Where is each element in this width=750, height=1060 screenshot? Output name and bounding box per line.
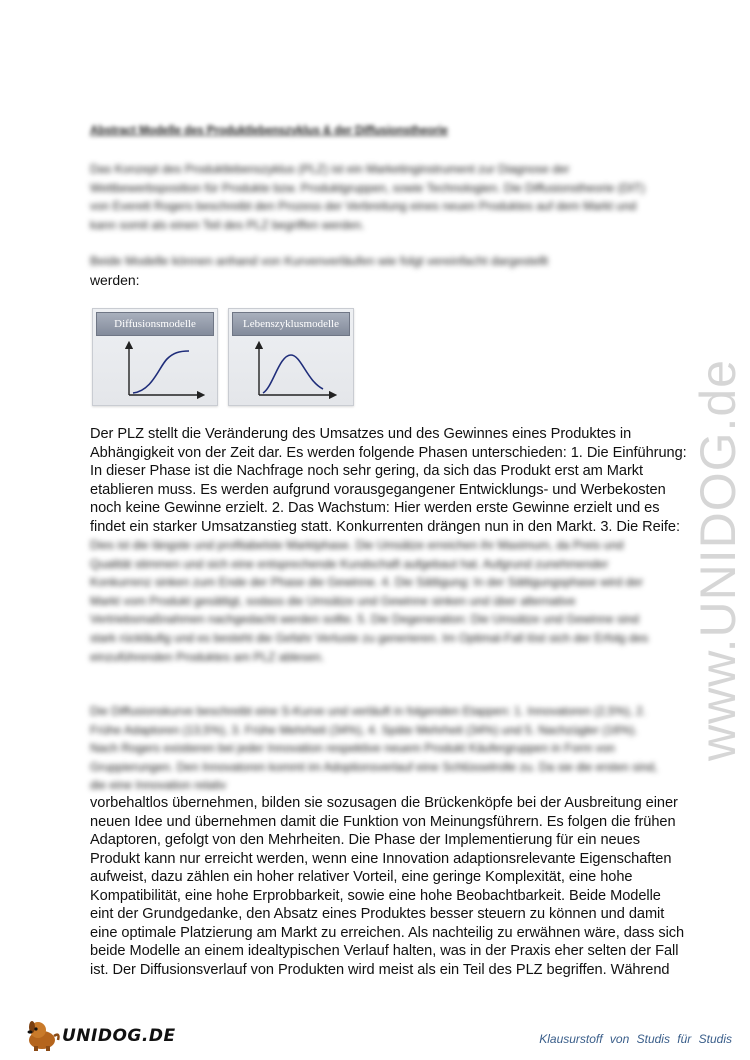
- diffusion-line: ist. Der Diffusionsverlauf von Produkten wird meist als ein Teil des PLZ begriffen. Während: [90, 961, 670, 978]
- bell-curve-graph: [233, 337, 349, 401]
- diffusion-line: Produkt kann nur erreicht werden, wenn eine Innovation adaptionsrelevante Eigenschaften: [90, 850, 672, 867]
- plz-paragraph: [90, 425, 687, 536]
- lifecycle-model-diagram: [228, 308, 354, 406]
- plz-line: Abhängigkeit von der Zeit dar. Es werden folgende Phasen unterschieden: 1. Die Einführung:: [90, 444, 687, 461]
- plz-line: Der PLZ stellt die Veränderung des Umsatzes und des Gewinnes eines Produktes in: [90, 426, 632, 442]
- plz-line: etablieren muss. Es werden aufgrund vorausgegangener Entwicklungs- und Werbekosten: [90, 481, 666, 498]
- lifecycle-bell-curve: [263, 355, 323, 393]
- models-intro-blurred: Beide Modelle können anhand von Kurvenverläufen wie folgt vereinfacht dargestellt: [90, 254, 549, 268]
- diffusion-line: aufweist, dazu zählen ein hoher relativer Vorteil, eine geringe Komplexität, eine hohe: [90, 869, 633, 885]
- diffusion-blurred-text: Die Diffusionskurve beschreibt eine S-Kurve und verläuft in folgenden Etappen: 1. Innovatoren (2,5%), 2. Frühe Adaptoren (13,5%), 3. Frühe Mehrheit (34%), 4. Späte Mehrheit (34%) und 5. Nachzügler (16%). Nach Rogers existieren bei jeder Innovation respektive neuem Produkt Käufergruppen in Form von Gruppierungen. Den Innovatoren kommt im Adoptionsverlauf eine Schlüsselrolle zu. Da sie die ersten sind, die eine Innovation relativ: [90, 704, 658, 793]
- diffusion-line: Adaptoren, gefolgt von den Mehrheiten. Die Phase der Implementierung für ein neues: [90, 832, 641, 848]
- diffusion-model-diagram: [92, 308, 218, 406]
- plz-line: findet ein starker Umsatzanstieg statt. Konkurrenten drängen nun in den Markt. 3. Die Reife:: [90, 518, 681, 535]
- diffusion-line: Kompatibilität, eine hohe Erprobbarkeit, sowie eine hohe Beobachtbarkeit. Beide Modelle: [90, 887, 661, 904]
- diffusion-diagram-title: Diffusionsmodelle: [96, 312, 214, 336]
- diffusion-paragraph: [90, 794, 685, 979]
- footer-tagline: Klausurstoff von Studis für Studis: [539, 1032, 732, 1046]
- models-intro-clear: werden:: [90, 272, 140, 288]
- s-curve-graph: [97, 337, 213, 401]
- plz-line: In dieser Phase ist die Nachfrage noch sehr gering, da sich das Produkt erst am Markt: [90, 463, 644, 479]
- plz-blurred-text: Dies ist die längste und profitabelste Marktphase. Die Umsätze erreichen ihr Maximum, da Preis und Qualität stimmen und sich eine entsprechende Kundschaft aufgebaut hat. Aufgrund zunehmender Konkurrenz sinken zum Ende der Phase die Gewinne. 4. Die Sättigung: In der Sättigungsphase wird der Markt vom Produkt gesättigt, sodass die Umsätze und Gewinne sinken und über alternative Vertriebsmaßnahmen nachgedacht werden sollte. 5. Die Degeneration: Die Umsätze und Gewinne sind stark rückläufig und es besteht die Gefahr Verluste zu generieren. Im Optimal-Fall löst sich der Erfolg des einzuführenden Produktes am PLZ ablesen.: [90, 538, 649, 664]
- diffusion-line: beide Modelle an einem idealtypischen Verlauf halten, was in der Praxis eher selten der Fall: [90, 943, 679, 959]
- diffusion-line: neuen Idee und übernehmen damit die Funktion von Meinungsführern. Es folgen die frühen: [90, 813, 676, 830]
- diffusion-line: vorbehaltlos übernehmen, bilden sie sozusagen die Brückenköpfe bei der Ausbreitung einer: [90, 795, 678, 811]
- diffusion-s-curve: [133, 351, 189, 393]
- intro-paragraph: Das Konzept des Produktlebenszyklus (PLZ) ist ein Marketinginstrument zur Diagnose der Wettbewerbsposition für Produkte bzw. Produktgruppen, sowie Technologien. Die Diffusionstheorie (DIT) von Everett Rogers beschreibt den Prozess der Verbreitung eines neuen Produktes auf dem Markt und kann somit als einen Teil des PLZ begriffen werden.: [90, 162, 645, 232]
- document-heading: Abstract Modelle des Produktlebenszyklus & der Diffusionstheorie: [90, 125, 448, 137]
- plz-line: noch keine Gewinne erzielt. 2. Das Wachstum: Hier werden erste Gewinne erzielt und es: [90, 500, 660, 516]
- diffusion-line: eine optimale Platzierung am Markt zu erreichen. Als nachteilig zu erwähnen wäre, dass sich: [90, 924, 685, 941]
- watermark: www.UNIDOG.de: [690, 359, 746, 761]
- logo-text: UNIDOG.DE: [62, 1026, 176, 1046]
- diffusion-line: eint der Grundgedanke, den Absatz eines Produktes besser steuern zu können und damit: [90, 906, 665, 922]
- lifecycle-diagram-title: Lebenszyklusmodelle: [232, 312, 350, 336]
